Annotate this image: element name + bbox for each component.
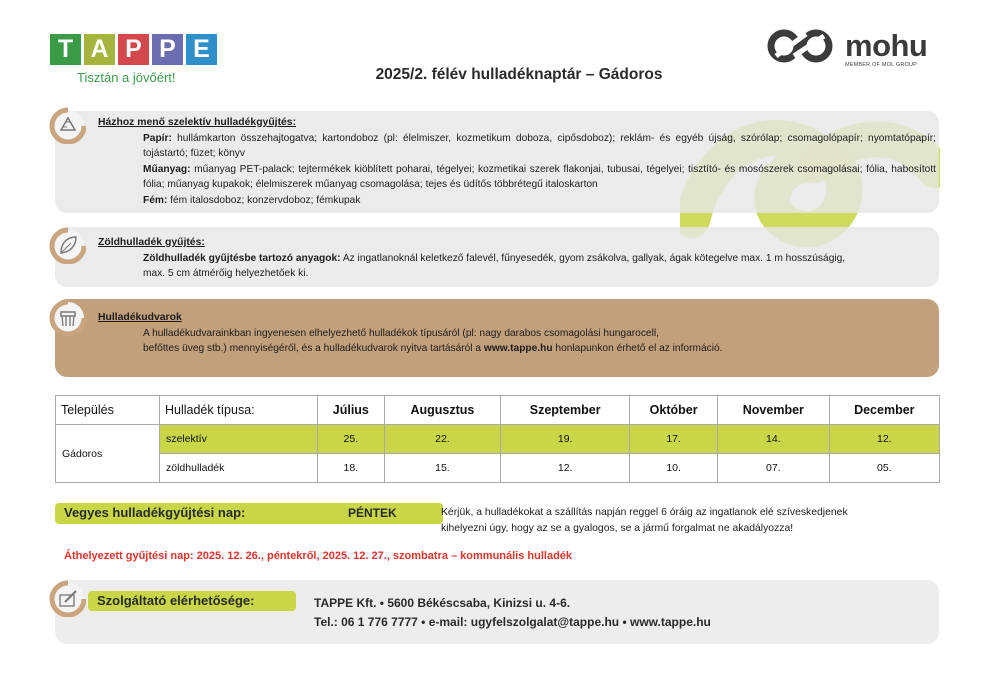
mixed-waste-label: Vegyes hulladékgyűjtési nap:	[64, 505, 246, 520]
provider-address: TAPPE Kft. • 5600 Békéscsaba, Kinizsi u. 4-6.	[314, 596, 571, 610]
date-cell: 12.	[501, 454, 630, 483]
relocated-collection-notice: Áthelyezett gyűjtési nap: 2025. 12. 26., péntekről, 2025. 12. 27., szombatra – kommunális hulladék	[64, 550, 573, 562]
waste-type-cell: zöldhulladék	[160, 454, 318, 483]
green-label: Zöldhulladék gyűjtésbe tartozó anyagok:	[143, 252, 341, 264]
tappe-logo	[50, 34, 217, 65]
waste-type-cell: szelektív	[160, 425, 318, 454]
logo-letter-a: A	[84, 34, 115, 65]
collection-schedule-table	[55, 395, 940, 483]
date-cell: 25.	[318, 425, 385, 454]
yard-line2-b: honlapunkon érhető el az információ.	[552, 343, 723, 355]
waste-yard-section	[98, 310, 858, 357]
recycle-icon	[46, 104, 86, 144]
date-cell: 10.	[630, 454, 718, 483]
green-section	[98, 235, 858, 282]
col-waste-type: Hulladék típusa:	[160, 396, 318, 425]
col-month: Július	[318, 396, 385, 425]
paper-row	[143, 131, 936, 162]
logo-letter-t: T	[50, 34, 81, 65]
selective-section	[98, 115, 938, 209]
table-header-row	[56, 396, 940, 425]
selective-heading: Házhoz menő szelektív hulladékgyűjtés:	[98, 117, 297, 128]
logo-letter-p1: P	[118, 34, 149, 65]
date-cell: 14.	[718, 425, 830, 454]
date-cell: 18.	[318, 454, 385, 483]
metal-text: fém italosdoboz; konzervdoboz; fémkupak	[167, 194, 361, 206]
metal-label: Fém:	[143, 194, 168, 206]
provider-label: Szolgáltató elérhetősége:	[97, 593, 255, 608]
plastic-text: műanyag PET-palack; tejtermékek kiöblített poharai, tégelyei; kozmetikai szerek flakonjai, tubusai, tégelyei; tisztító- és mosószerek csomagolásai; fólia, habosított fólia; műanyag kupakok; élelmiszerek műanyag csomagolása; tejes és üdítős többrétegű italoskarton	[143, 163, 936, 191]
metal-row	[143, 193, 936, 209]
green-text: Az ingatlanoknál keletkező falevél, fűnyesedék, gyom zsákolva, gallyak, ágak kötegelve max. 1 m hosszúságig, max. 5 cm átmérőig helyezhetőek ki.	[143, 252, 846, 280]
mixed-waste-day: PÉNTEK	[348, 506, 397, 520]
date-cell: 12.	[829, 425, 939, 454]
yard-line2-a: befőttes üveg stb.) mennyiségéről, és a hulladékudvarok nyitva tartásáról a	[143, 343, 484, 355]
table-row	[56, 454, 940, 483]
col-settlement: Település	[56, 396, 160, 425]
table-row	[56, 425, 940, 454]
yard-heading: Hulladékudvarok	[98, 312, 182, 323]
logo-letter-p2: P	[152, 34, 183, 65]
mohu-logo-icon	[766, 26, 836, 66]
provider-contact	[314, 594, 711, 632]
notice-line2: kihelyezni úgy, hogy az se a gyalogos, se a jármű forgalmat ne akadályozza!	[441, 523, 794, 534]
date-cell: 05.	[829, 454, 939, 483]
date-cell: 17.	[630, 425, 718, 454]
mohu-logo-text: mohu	[845, 28, 928, 63]
settlement-cell: Gádoros	[56, 425, 160, 483]
selective-details	[98, 131, 936, 209]
green-details	[98, 251, 858, 282]
col-month: December	[829, 396, 939, 425]
col-month: Augusztus	[384, 396, 501, 425]
paper-label: Papír:	[143, 132, 172, 144]
date-cell: 19.	[501, 425, 630, 454]
page-title: 2025/2. félév hulladéknaptár – Gádoros	[375, 66, 663, 83]
green-heading: Zöldhulladék gyűjtés:	[98, 237, 205, 248]
plastic-row	[143, 162, 936, 193]
date-cell: 15.	[384, 454, 501, 483]
yard-line2	[98, 341, 858, 357]
yard-website-link[interactable]: www.tappe.hu	[483, 343, 553, 355]
yard-line1: A hulladékudvarainkban ingyenesen elhelyezhető hulladékok típusáról (pl: nagy darabos csomagolási hungarocell,	[143, 327, 659, 339]
date-cell: 22.	[384, 425, 501, 454]
logo-letter-e: E	[186, 34, 217, 65]
mohu-logo-subtitle: MEMBER OF MOL GROUP	[845, 62, 918, 68]
date-cell: 07.	[718, 454, 830, 483]
col-month: Október	[630, 396, 718, 425]
plastic-label: Műanyag:	[143, 163, 191, 175]
col-month: November	[718, 396, 830, 425]
placement-notice	[441, 505, 848, 537]
col-month: Szeptember	[501, 396, 630, 425]
pen-icon	[46, 577, 86, 617]
provider-phone-email[interactable]: Tel.: 06 1 776 7777 • e-mail: ugyfelszolgalat@tappe.hu • www.tappe.hu	[314, 615, 711, 629]
paper-text: hullámkarton összehajtogatva; kartondoboz (pl: élelmiszer, kozmetikum doboza, cipősdoboz); reklám- és egyéb újság, szórólap; csomagolópapír; nyomtatópapír; tojástartó; füzet; könyv	[143, 132, 936, 160]
notice-line1: Kérjük, a hulladékokat a szállítás napján reggel 6 óráig az ingatlanok elé szíveskedjenek	[441, 507, 848, 518]
logo-tagline: Tisztán a jövőért!	[77, 70, 176, 85]
bin-icon	[46, 296, 86, 336]
leaf-icon	[46, 224, 86, 264]
